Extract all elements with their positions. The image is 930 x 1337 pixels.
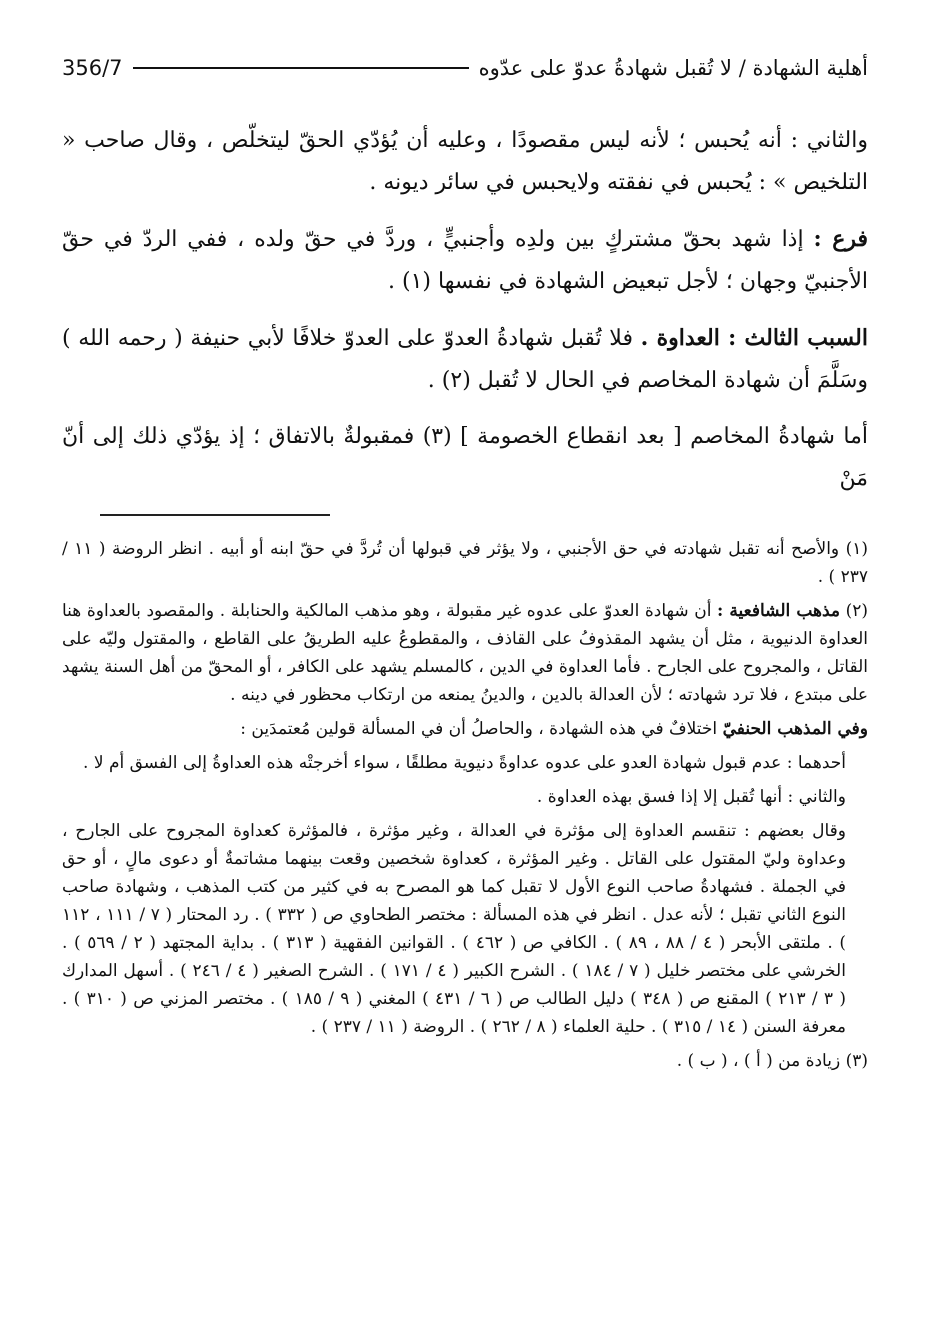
main-text [62, 120, 868, 514]
footnote-separator [100, 514, 330, 516]
footnote-2-details: وقال بعضهم : تنقسم العداوة إلى مؤثرة في العدالة ، وغير مؤثرة ، فالمؤثرة كعداوة المجروح على الجارح ، وعداوة وليّ المقتول على القاتل . وغير المؤثرة ، كعداوة شخصين وقعت بينهما مشاتمةٌ أو دعوى مالٍ ، أو حق في الجملة . فشهادةُ صاحب النوع الأول لا تقبل كما هو المصرح به في كثير من كتب المذهب ، وشهادة صاحب النوع الثاني تقبل ؛ لأنه عدل . انظر في هذه المسألة : مختصر الطحاوي ص ( ٣٣٢ ) . رد المحتار ( ٧ / ١١١ ، ١١٢ ) . ملتقى الأبحر ( ٤ / ٨٨ ، ٨٩ ) . الكافي ص ( ٤٦٢ ) . القوانين الفقهية ( ٣١٣ ) . بداية المجتهد ( ٢ / ٥٦٩ ) . الخرشي على مختصر خليل ( ٧ / ١٨٤ ) . الشرح الكبير ( ٤ / ١٧١ ) . الشرح الصغير ( ٤ / ٢٤٦ ) . أسهل المدارك ( ٣ / ٢١٣ ) المقنع ص ( ٣٤٨ ) دليل الطالب ص ( ٦ / ٤٣١ ) المغني ( ٩ / ١٨٥ ) . مختصر المزني ص ( ٣١٠ ) . معرفة السنن ( ١٤ / ٣١٥ ) . حلية العلماء ( ٨ / ٢٦٢ ) . الروضة ( ١١ / ٢٣٧ ) . [62, 821, 846, 1037]
paragraph-2 [62, 218, 868, 303]
paragraph-1 [62, 120, 868, 204]
footnote-2-number: (٢) [845, 601, 869, 621]
footnotes [62, 535, 868, 1081]
footnote-2-lead: مذهب الشافعية : [717, 601, 841, 621]
paragraph-2-lead: فرع : [813, 226, 868, 252]
running-header [62, 56, 868, 80]
paragraph-4-text: أما شهادةُ المخاصم [ بعد انقطاع الخصومة ] (٣) فمقبولةٌ بالاتفاق ؛ إذ يؤدّي ذلك إلى أنّ مَنْ [62, 424, 868, 491]
footnote-2-hanafi [62, 715, 868, 743]
header-rule [133, 67, 469, 69]
footnote-2-second-opinion: والثاني : أنها تُقبل إلا إذا فسق بهذه العداوة . [536, 787, 846, 807]
page-number: 356/7 [62, 56, 123, 80]
footnote-2-first-opinion: أحدهما : عدم قبول شهادة العدو على عدوه عداوةً دنيوية مطلقًا ، سواء أخرجتْه هذه العداوةُ إلى الفسق أم لا . [83, 753, 846, 773]
paragraph-2-text: إذا شهد بحقّ مشتركٍ بين ولدِه وأجنبيٍّ ، وردَّ في حقّ ولده ، ففي الردّ في حقّ الأجنبيّ وجهان ؛ لأجل تبعيض الشهادة في نفسها (١) . [62, 227, 868, 294]
paragraph-1-text: والثاني : أنه يُحبس ؛ لأنه ليس مقصودًا ، وعليه أن يُؤدّي الحقّ ليتخلّص ، وقال صاحب « التلخيص » : يُحبس في نفقته ولايحبس في سائر ديونه . [62, 128, 868, 195]
footnote-1: (١) والأصح أنه تقبل شهادته في حق الأجنبي ، ولا يؤثر في قبولها أن تُردَّ في حقّ ابنه أو أبيه . انظر الروضة ( ١١ / ٢٣٧ ) . [62, 539, 868, 587]
footnote-2-hanafi-text: اختلافٌ في هذه الشهادة ، والحاصلُ أن في المسألة قولين مُعتمدَين : [240, 719, 718, 739]
paragraph-3-text: فلا تُقبل شهادةُ العدوّ على العدوّ خلافًا لأبي حنيفة ( رحمه الله ) وسَلَّمَ أن شهادة المخاصم في الحال لا تُقبل (٢) . [62, 326, 868, 393]
footnote-2-text: أن شهادة العدوّ على عدوه غير مقبولة ، وهو مذهب المالكية والحنابلة . والمقصود بالعداوة هنا العداوة الدنيوية ، مثل أن يشهد المقذوفُ على القاذف ، والمقطوعُ عليه الطريقُ على القاطع ، والمقتول وليّه على القاتل ، والمجروح على الجارح . فأما العداوة في الدين ، كالمسلم يشهد على الكافر ، أو المحقّ من أهل السنة يشهد على مبتدع ، فلا ترد شهادته ؛ لأن العدالة بالدين ، والدينُ يمنعه من ارتكاب محظور في دينه . [62, 601, 868, 705]
paragraph-3-lead: السبب الثالث : العداوة . [640, 325, 868, 351]
footnote-2 [62, 597, 868, 709]
footnote-3: (٣) زيادة من ( أ ) ، ( ب ) . [676, 1051, 868, 1071]
paragraph-3 [62, 317, 868, 402]
footnote-2-hanafi-lead: وفي المذهب الحنفيّ [722, 719, 868, 739]
paragraph-4 [62, 416, 868, 500]
running-title: أهلية الشهادة / لا تُقبل شهادةُ عدوّ على عدّوه [478, 56, 868, 80]
